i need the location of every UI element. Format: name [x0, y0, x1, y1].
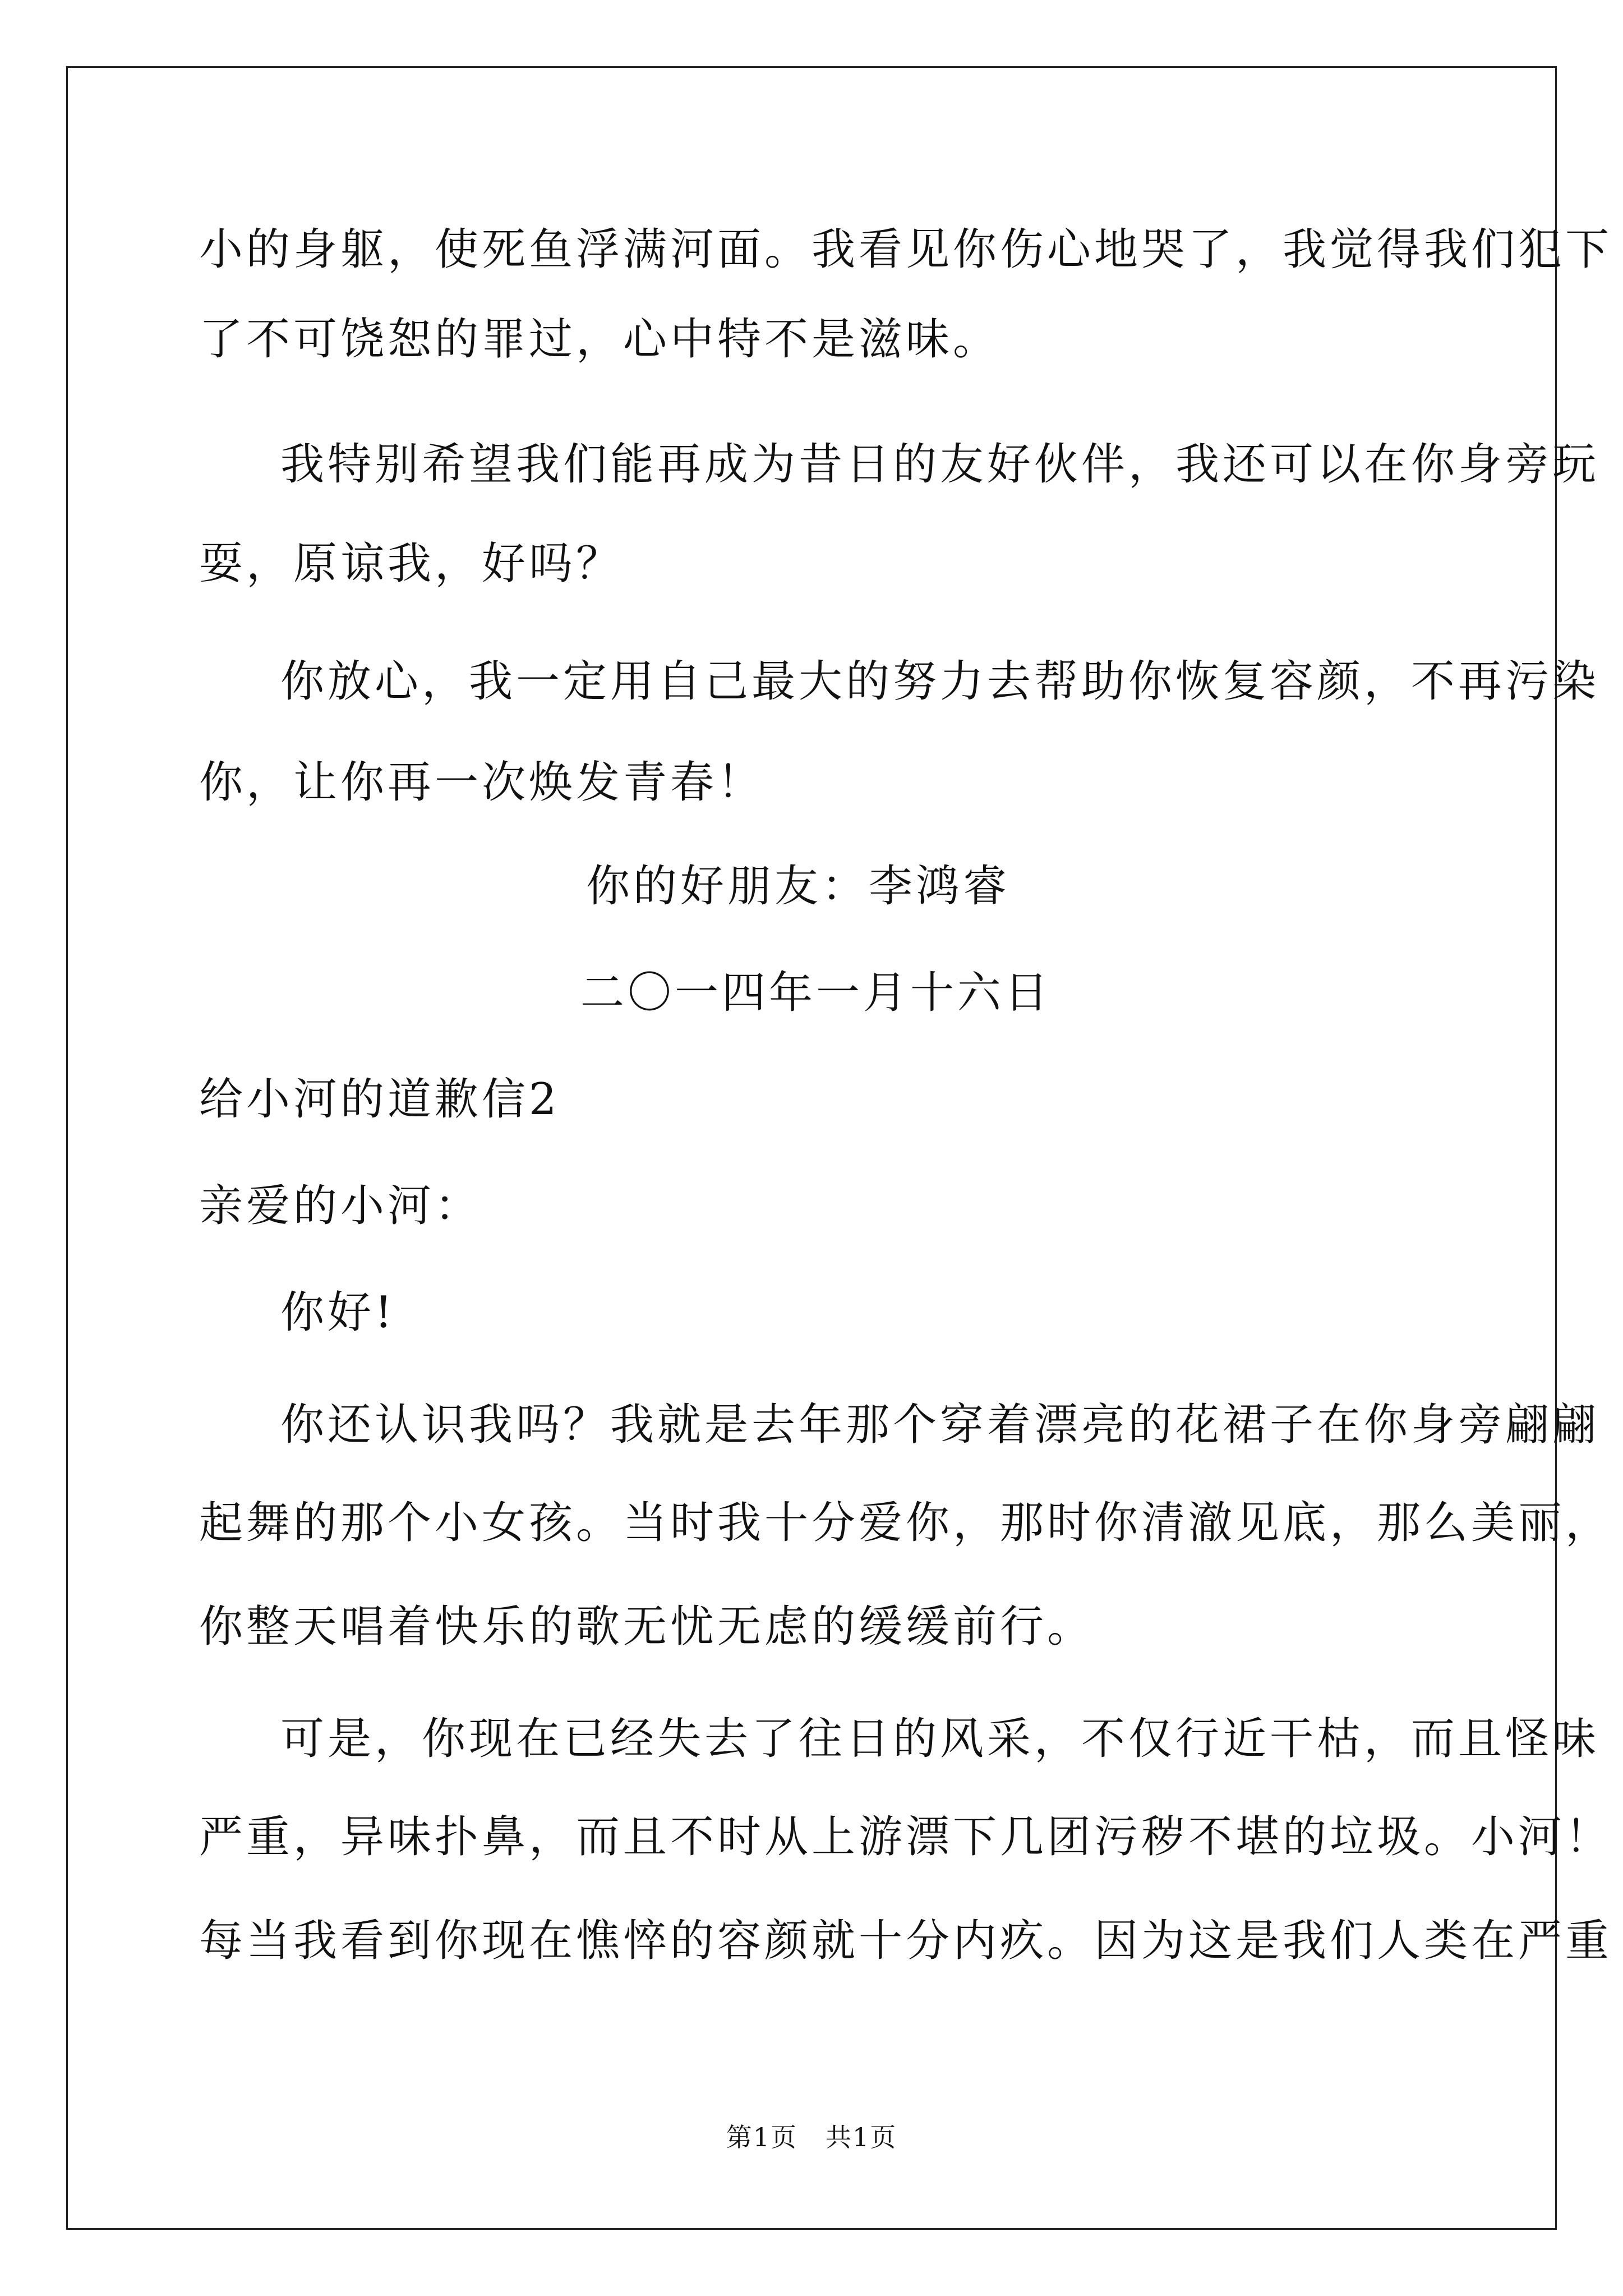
page-total: 共1页: [826, 2122, 897, 2152]
signature-line: 你的好朋友：李鸿睿: [586, 861, 1011, 912]
text-line: 你整天唱着快乐的歌无忧无虑的缓缓前行。: [199, 1602, 1095, 1652]
page-number: 第1页: [726, 2122, 797, 2152]
text-line: 你，让你再一次焕发青春！: [199, 757, 765, 808]
date-line: 二〇一四年一月十六日: [580, 968, 1052, 1018]
text-line: 你放心，我一定用自己最大的努力去帮助你恢复容颜，不再污染: [280, 656, 1600, 707]
text-line: 起舞的那个小女孩。当时我十分爱你，那时你清澈见底，那么美丽，: [199, 1498, 1613, 1548]
page-footer: [0, 2120, 1623, 2154]
text-line: 小的身躯，使死鱼浮满河面。我看见你伤心地哭了，我觉得我们犯下: [199, 224, 1613, 275]
text-line: 我特别希望我们能再成为昔日的友好伙伴，我还可以在你身旁玩: [280, 439, 1600, 490]
salutation: 亲爱的小河：: [199, 1181, 482, 1231]
text-line: 每当我看到你现在憔悴的容颜就十分内疚。因为这是我们人类在严重: [199, 1916, 1613, 1966]
text-line: 可是，你现在已经失去了往日的风采，不仅行近干枯，而且怪味: [280, 1714, 1600, 1764]
letter-title: 给小河的道歉信2: [199, 1074, 560, 1125]
text-line: 了不可饶恕的罪过，心中特不是滋味。: [199, 314, 1000, 365]
greeting: 你好!: [280, 1287, 396, 1338]
text-line: 耍，原谅我，好吗？: [199, 539, 624, 589]
text-line: 你还认识我吗？我就是去年那个穿着漂亮的花裙子在你身旁翩翩: [280, 1400, 1600, 1450]
page-border: [66, 66, 1557, 2230]
text-line: 严重，异味扑鼻，而且不时从上游漂下几团污秽不堪的垃圾。小河！: [199, 1812, 1613, 1862]
